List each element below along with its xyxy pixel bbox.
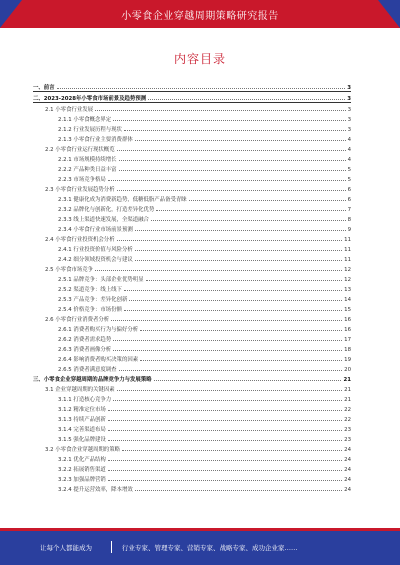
toc-entry-label: 2.5.3 产品竞争：差异化创新 — [58, 297, 128, 303]
toc-entry-page: 22 — [344, 417, 351, 423]
toc-leader-dots — [113, 120, 345, 121]
toc-leader-dots — [111, 320, 342, 321]
toc-entry-label: 2.5.2 渠道竞争：线上线下 — [58, 287, 122, 293]
toc-entry-label: 2.4.1 行业投资价值与风险分析 — [58, 247, 133, 253]
toc-entry[interactable] — [33, 403, 351, 413]
toc-entry[interactable] — [33, 393, 351, 403]
toc-entry-label: 2.5.4 价格竞争：市场份额 — [58, 307, 122, 313]
toc-entry-page: 12 — [344, 277, 351, 283]
toc-entry[interactable] — [33, 443, 351, 453]
toc-leader-dots — [108, 180, 346, 181]
toc-entry-page: 3 — [347, 85, 351, 91]
toc-entry-page: 11 — [344, 257, 351, 263]
footer-tagline: 行业专家、管理专家、营销专家、战略专家、成功企业家…… — [122, 544, 298, 552]
toc-entry-page: 3 — [347, 127, 351, 133]
toc-entry-page: 18 — [344, 347, 351, 353]
toc-entry[interactable] — [33, 133, 351, 143]
toc-entry-page: 22 — [344, 407, 351, 413]
toc-leader-dots — [119, 170, 346, 171]
toc-leader-dots — [124, 290, 342, 291]
toc-entry-page: 24 — [344, 447, 351, 453]
toc-entry-page: 4 — [347, 157, 351, 163]
toc-entry-page: 8 — [347, 217, 351, 223]
toc-entry[interactable] — [33, 293, 351, 303]
footer-slogan: 让每个人都能成为 — [40, 544, 92, 552]
toc-entry-page: 6 — [347, 187, 351, 193]
toc-entry-label: 3.2 小零食企业穿越周期的策略 — [45, 447, 120, 453]
toc-entry[interactable] — [33, 453, 351, 463]
toc-entry[interactable] — [33, 143, 351, 153]
toc-entry[interactable] — [33, 81, 351, 92]
toc-entry-page: 24 — [344, 467, 351, 473]
toc-leader-dots — [154, 380, 342, 381]
toc-leader-dots — [124, 130, 346, 131]
table-of-contents — [33, 81, 351, 493]
toc-entry[interactable] — [33, 273, 351, 283]
toc-entry-page: 3 — [347, 107, 351, 113]
toc-entry-page: 11 — [344, 237, 351, 243]
toc-leader-dots — [108, 460, 342, 461]
toc-entry-label: 2.3.4 小零食行业市场前景预测 — [58, 227, 133, 233]
toc-entry[interactable] — [33, 313, 351, 323]
toc-entry[interactable] — [33, 303, 351, 313]
toc-leader-dots — [140, 330, 342, 331]
toc-entry-page: 24 — [344, 457, 351, 463]
toc-entry-label: 2.1 小零食行业发展 — [45, 107, 94, 113]
toc-entry[interactable] — [33, 283, 351, 293]
toc-entry-label: 3.2.3 加强品牌营销 — [58, 477, 106, 483]
toc-entry[interactable] — [33, 183, 351, 193]
toc-entry-page: 20 — [344, 367, 351, 373]
toc-entry[interactable] — [33, 163, 351, 173]
toc-entry-label: 2.1.3 小零食行业主要消费群体 — [58, 137, 133, 143]
footer-accent-line — [0, 528, 400, 531]
toc-leader-dots — [57, 88, 346, 89]
toc-title: 内容目录 — [173, 52, 226, 66]
toc-entry-page: 24 — [344, 487, 351, 493]
toc-leader-dots — [129, 300, 342, 301]
toc-entry-label: 2.6.1 消费者购买行为与偏好分析 — [58, 327, 139, 333]
toc-entry[interactable] — [33, 333, 351, 343]
toc-entry[interactable] — [33, 343, 351, 353]
toc-entry-page: 9 — [347, 227, 351, 233]
toc-leader-dots — [151, 220, 346, 221]
toc-entry-page: 23 — [344, 437, 351, 443]
toc-entry-label: 2.5 小零食市场竞争 — [45, 267, 94, 273]
toc-entry-label: 2.2 小零食行业运行现状概览 — [45, 147, 115, 153]
toc-entry-page: 4 — [347, 147, 351, 153]
toc-leader-dots — [148, 99, 345, 100]
toc-leader-dots — [108, 440, 342, 441]
toc-leader-dots — [135, 490, 342, 491]
toc-entry-label: 2.6.2 消费者需求趋势 — [58, 337, 112, 343]
toc-leader-dots — [108, 430, 342, 431]
toc-leader-dots — [117, 150, 346, 151]
toc-entry[interactable] — [33, 223, 351, 233]
toc-entry[interactable] — [33, 233, 351, 243]
toc-entry-page: 21 — [344, 397, 351, 403]
toc-entry-label: 2.1.1 小零食概念界定 — [58, 117, 112, 123]
toc-entry-label: 3.2.2 拓展销售渠道 — [58, 467, 106, 473]
toc-entry-page: 7 — [347, 207, 351, 213]
footer-bar — [0, 528, 400, 565]
toc-entry[interactable] — [33, 103, 351, 113]
toc-entry-page: 21 — [344, 387, 351, 393]
toc-entry[interactable] — [33, 193, 351, 203]
toc-entry-label: 2.2.3 市场竞争格局 — [58, 177, 106, 183]
toc-entry[interactable] — [33, 243, 351, 253]
toc-leader-dots — [117, 390, 343, 391]
toc-entry[interactable] — [33, 473, 351, 483]
toc-entry-label: 2.3.1 健康化成为消费新趋势，低糖低脂产品备受青睐 — [58, 197, 187, 203]
toc-leader-dots — [156, 210, 345, 211]
toc-entry-label: 3.1.5 强化品牌建设 — [58, 437, 106, 443]
footer-divider — [111, 541, 112, 553]
toc-entry-page: 5 — [347, 167, 351, 173]
toc-entry-page: 11 — [344, 247, 351, 253]
toc-entry-page: 23 — [344, 427, 351, 433]
toc-entry-label: 2.2.1 市场规模持续增长 — [58, 157, 117, 163]
toc-entry-label: 2.3.2 品牌化与创新化，打造差异化优势 — [58, 207, 155, 213]
header-bar — [0, 0, 400, 28]
toc-leader-dots — [117, 190, 346, 191]
toc-entry-label: 3.1 企业穿越周期的关键因素 — [45, 387, 115, 393]
toc-entry-page: 19 — [344, 357, 351, 363]
toc-entry-page: 16 — [344, 327, 351, 333]
toc-entry[interactable] — [33, 483, 351, 493]
toc-entry-label: 3.1.4 完善渠道布局 — [58, 427, 106, 433]
toc-entry[interactable] — [33, 463, 351, 473]
toc-leader-dots — [113, 340, 342, 341]
toc-leader-dots — [189, 200, 346, 201]
toc-leader-dots — [124, 310, 342, 311]
toc-leader-dots — [117, 240, 343, 241]
toc-entry-label: 二、2023-2028年小零食市场前景及趋势预测 — [33, 96, 147, 102]
toc-leader-dots — [95, 270, 342, 271]
toc-leader-dots — [108, 480, 342, 481]
toc-leader-dots — [135, 250, 342, 251]
toc-entry-page: 3 — [347, 96, 351, 102]
toc-entry-page: 4 — [347, 137, 351, 143]
toc-leader-dots — [95, 110, 346, 111]
toc-entry[interactable] — [33, 383, 351, 393]
toc-entry-label: 3.1.2 精准定位市场 — [58, 407, 106, 413]
toc-entry-label: 2.5.1 品牌竞争：头部企业优势明显 — [58, 277, 144, 283]
toc-entry[interactable] — [33, 263, 351, 273]
toc-leader-dots — [135, 230, 346, 231]
toc-entry-label: 一、前言 — [33, 85, 55, 91]
toc-leader-dots — [119, 160, 346, 161]
toc-entry-page: 13 — [344, 287, 351, 293]
toc-entry-page: 14 — [344, 297, 351, 303]
toc-leader-dots — [135, 140, 346, 141]
toc-entry[interactable] — [33, 92, 351, 103]
toc-entry-page: 3 — [347, 117, 351, 123]
header-title: 小零食企业穿越周期策略研究报告 — [121, 11, 279, 22]
toc-entry-label: 2.3 小零食行业发展趋势分析 — [45, 187, 115, 193]
toc-entry-page: 6 — [347, 197, 351, 203]
toc-entry[interactable] — [33, 363, 351, 373]
toc-entry[interactable] — [33, 113, 351, 123]
toc-entry-label: 2.4 小零食行业投资机会分析 — [45, 237, 115, 243]
toc-entry[interactable] — [33, 253, 351, 263]
toc-leader-dots — [135, 260, 342, 261]
toc-leader-dots — [108, 420, 342, 421]
toc-entry-page: 15 — [344, 307, 351, 313]
toc-entry[interactable] — [33, 433, 351, 443]
toc-entry[interactable] — [33, 213, 351, 223]
toc-entry-label: 3.2.4 提升运营效率，降本增效 — [58, 487, 133, 493]
toc-entry[interactable] — [33, 413, 351, 423]
toc-entry-page: 17 — [344, 337, 351, 343]
toc-entry[interactable] — [33, 123, 351, 133]
toc-entry-label: 2.4.2 细分领域投资机会与建议 — [58, 257, 133, 263]
toc-entry-label: 3.1.3 持续产品创新 — [58, 417, 106, 423]
toc-entry[interactable] — [33, 323, 351, 333]
toc-entry-label: 2.6.5 消费者满意度调查 — [58, 367, 117, 373]
toc-entry-label: 2.6.3 消费者画像分析 — [58, 347, 112, 353]
toc-entry-page: 24 — [344, 477, 351, 483]
toc-entry-page: 12 — [344, 267, 351, 273]
toc-entry-label: 2.2.2 产品种类日益丰富 — [58, 167, 117, 173]
toc-leader-dots — [119, 370, 343, 371]
toc-leader-dots — [113, 400, 342, 401]
toc-leader-dots — [140, 360, 342, 361]
toc-entry-page: 21 — [343, 377, 351, 383]
toc-entry-label: 三、小零食企业穿越周期的品牌竞争力与发展策略 — [33, 377, 152, 383]
toc-entry-label: 3.2.1 优化产品结构 — [58, 457, 106, 463]
toc-entry[interactable] — [33, 153, 351, 163]
toc-leader-dots — [113, 350, 342, 351]
toc-entry[interactable] — [33, 423, 351, 433]
toc-entry[interactable] — [33, 373, 351, 383]
toc-leader-dots — [108, 470, 342, 471]
toc-entry[interactable] — [33, 203, 351, 213]
toc-entry[interactable] — [33, 173, 351, 183]
toc-entry-label: 2.6 小零食行业消费者分析 — [45, 317, 110, 323]
toc-entry-label: 2.1.2 行业发展历程与现状 — [58, 127, 122, 133]
toc-entry-page: 5 — [347, 177, 351, 183]
toc-leader-dots — [146, 280, 343, 281]
toc-leader-dots — [122, 450, 342, 451]
toc-entry-label: 3.1.1 打造核心竞争力 — [58, 397, 112, 403]
toc-entry[interactable] — [33, 353, 351, 363]
toc-entry-label: 2.6.4 影响消费者购买决策的因素 — [58, 357, 139, 363]
toc-entry-page: 16 — [344, 317, 351, 323]
toc-leader-dots — [108, 410, 342, 411]
toc-entry-label: 2.3.3 线上渠道快速发展，全渠道融合 — [58, 217, 149, 223]
